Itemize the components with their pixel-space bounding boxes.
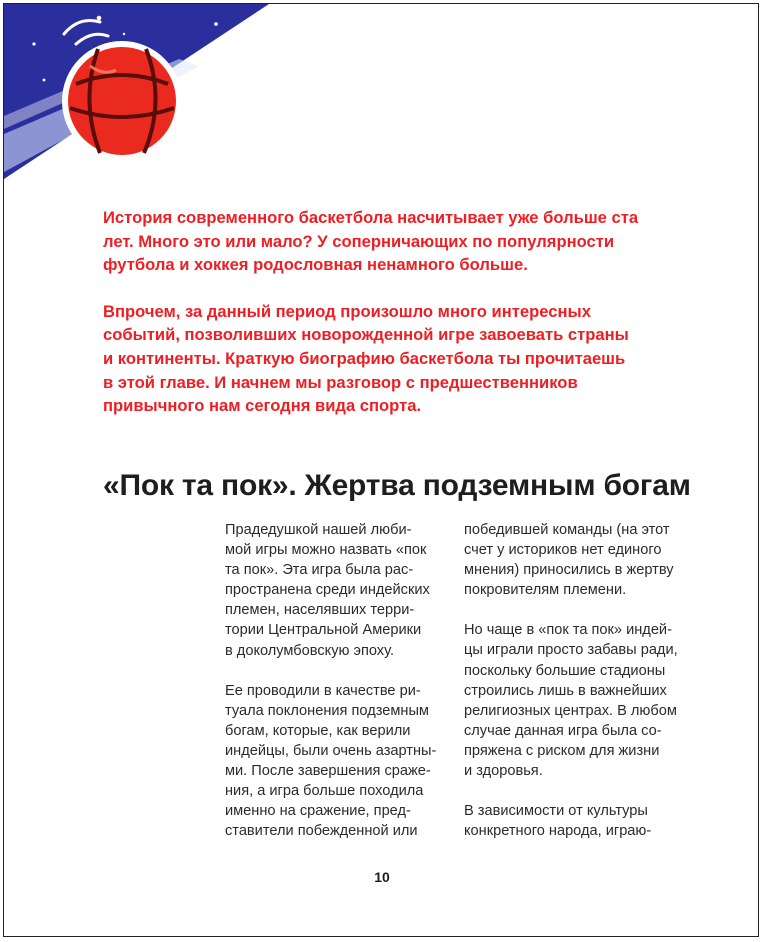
body-paragraph: Ее проводили в качестве ри- туала поклонения подземным богам, которые, как верили индейцы, были очень азартны- ми. После завершения сраже- ния, а игра больше походила именно на сражение, пред- ставители побежденной или <box>225 682 437 840</box>
body-paragraph: победившей команды (на этот счет у историков нет единого мнения) приносились в жертву покровителям племени. <box>464 522 674 599</box>
text-column-right <box>464 520 684 841</box>
intro-paragraph: История современного баскетбола насчитывает уже больше ста лет. Много это или мало? У соперничающих по популярности футбола и хоккея родословная ненамного больше. <box>103 208 639 275</box>
page-number: 10 <box>374 869 390 885</box>
basketball-icon <box>62 41 182 161</box>
body-paragraph: Прадедушкой нашей люби- мой игры можно назвать «пок та пок». Эта игра была рас- пространена среди индейских племен, населявших терри- тории Центральной Америки в доколумбовскую эпоху. <box>225 522 430 659</box>
basketball-illustration <box>4 4 294 194</box>
body-paragraph: Но чаще в «пок та пок» индей- цы играли просто забавы ради, поскольку большие стадионы строились лишь в важнейших религиозных центрах. В любом случае данная игра была со- пряжена с риском для жизни и здоровья. <box>464 622 678 780</box>
body-paragraph: В зависимости от культуры конкретного народа, играю- <box>464 803 652 840</box>
text-column-left <box>225 520 445 841</box>
intro-paragraph: Впрочем, за данный период произошло много интересных событий, позволивших новорожденной игре завоевать страны и континенты. Краткую биографию баскетбола ты прочитаешь в этой главе. И начнем мы разговор с предшественников привычного нам сегодня вида спорта. <box>103 301 629 416</box>
intro-text <box>103 206 663 418</box>
section-title: «Пок та пок». Жертва подземным богам <box>103 469 691 502</box>
